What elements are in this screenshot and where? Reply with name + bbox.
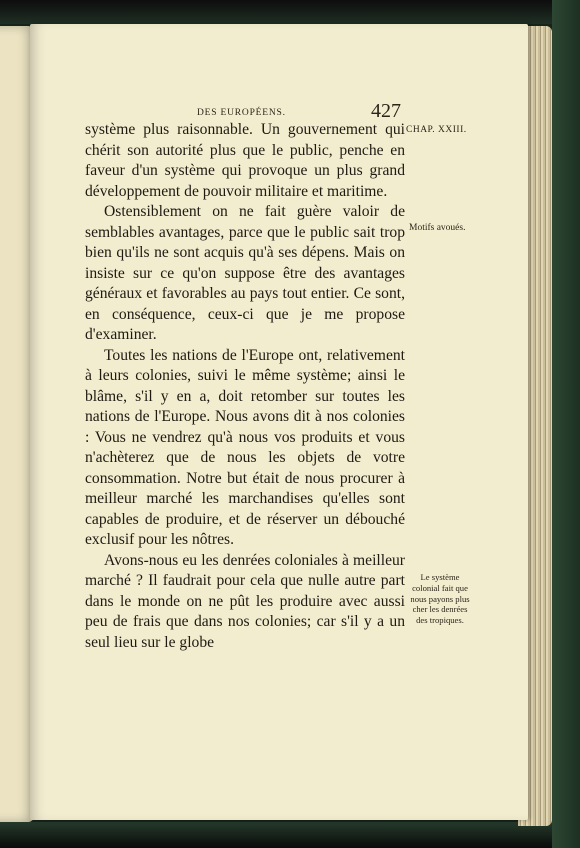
running-title: DES EUROPÉENS. xyxy=(197,108,286,118)
paragraph: Toutes les nations de l'Europe ont, relativement à leurs colonies, suivi le même système; ainsi le blâme, s'il y en a, doit retomber sur toutes les nations de l'Europe. Nous avons dit à nos colonies : Vous ne vendrez qu'à nous vos produits et vous n'achèterez que de nous les objets de votre consommation. Notre but était de nous procurer à meilleur marché les marchandises qu'elles sont capables de produire, et de réserver un débouché exclusif pour les nôtres. xyxy=(85,346,405,548)
book-cover-edge xyxy=(552,0,580,848)
body-text xyxy=(85,120,405,653)
paragraph: système plus raisonnable. Un gouvernement qui chérit son autorité plus que le public, penche en faveur d'un système qui provoque un plus grand développement de pouvoir militaire et maritime. xyxy=(85,121,405,200)
paragraph: Ostensiblement on ne fait guère valoir de semblables avantages, parce que le public sait trop bien qu'ils ne sont acquis qu'à ses dépens. Mais on insiste sur ce qu'on suppose être des avantages généraux et favorables au pays tout entier. Ce sont, en conséquence, ceux-ci que je me propose d'examiner. xyxy=(85,203,405,343)
page-number: 427 xyxy=(371,100,401,122)
paragraph: Avons-nous eu les denrées coloniales à meilleur marché ? Il faudrait pour cela que nulle autre part dans le monde on ne pût les produire avec aussi peu de frais que dans nos colonies; car s'il y a un seul lieu sur le globe xyxy=(85,551,405,651)
previous-page-edge xyxy=(0,26,34,822)
book-binding-top xyxy=(0,0,580,24)
book-binding-bottom xyxy=(0,822,580,848)
margin-note-chapter: CHAP. XXIII. xyxy=(406,125,467,135)
margin-note-systeme: Le système colonial fait que nous payons plus cher les denrées des tropiques. xyxy=(410,572,470,626)
margin-note-motifs: Motifs avoués. xyxy=(409,223,466,233)
